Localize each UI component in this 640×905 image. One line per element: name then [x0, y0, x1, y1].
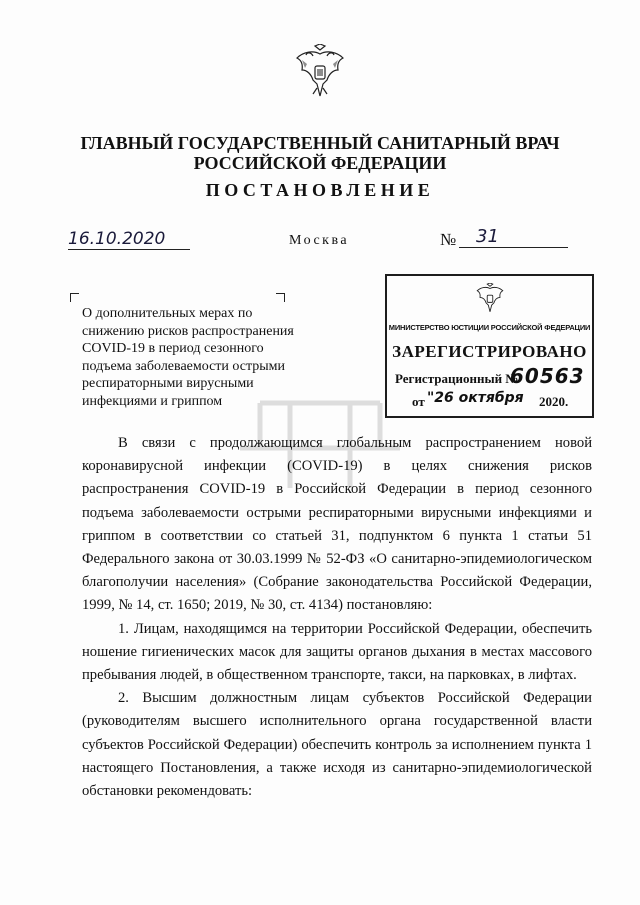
stamp-reg-number: 60563	[510, 364, 585, 388]
stamp-reg-date: "26 октября	[427, 390, 524, 406]
body-paragraph-item-1: 1. Лицам, находящимся на территории Российской Федерации, обеспечить ношение гигиенических масок для защиты органов дыхания в местах массового пребывания людей, в общественном транспорте, такси, на парковках, в лифтах.	[82, 620, 592, 684]
stamp-status: ЗАРЕГИСТРИРОВАНО	[392, 342, 587, 361]
document-number-line	[459, 247, 568, 248]
subject-corner-right	[276, 293, 285, 302]
subject-corner-left	[70, 293, 79, 302]
stamp-ministry: МИНИСТЕРСТВО ЮСТИЦИИ РОССИЙСКОЙ ФЕДЕРАЦИИ	[388, 323, 591, 332]
document-type: ПОСТАНОВЛЕНИЕ	[205, 180, 435, 200]
stamp-reg-year: 2020.	[539, 394, 569, 409]
authority-title-country: РОССИЙСКОЙ ФЕДЕРАЦИИ	[193, 153, 447, 173]
authority-title: ГЛАВНЫЙ ГОСУДАРСТВЕННЫЙ САНИТАРНЫЙ ВРАЧ	[80, 133, 560, 153]
stamp-reg-label: Регистрационный №	[395, 371, 519, 386]
document-city: Москва	[289, 233, 350, 248]
stamp-from-label: от	[412, 394, 425, 409]
stamp-coat-of-arms-icon	[475, 283, 505, 314]
body-paragraph-item-2: 2. Высшим должностным лицам субъектов Российской Федерации (руководителям высшего исполнительного органа государственной власти субъектов Российской Федерации) обеспечить контроль за исполнением пункта 1 настоящего Постановления, а также исходя из санитарно-эпидемиологической обстановки рекомендовать:	[82, 690, 592, 800]
document-number: 31	[476, 226, 499, 247]
document-number-label: №	[440, 230, 457, 249]
document-date: 16.10.2020	[68, 229, 190, 250]
document-subject: О дополнительных мерах по снижению рисков распространения COVID-19 в период сезонного подъема заболеваемости острыми респираторными вирусными инфекциями и гриппом	[82, 306, 294, 409]
body-paragraph-intro: В связи с продолжающимся глобальным распространением новой коронавирусной инфекции (COVID-19) в целях снижения рисков распространения COVID-19 в Российской Федерации в период сезонного подъема заболеваемости острыми респираторными вирусными инфекциями и гриппом в соответствии со статьей 31, подпунктом 6 пункта 1 статьи 51 Федерального закона от 30.03.1999 № 52-ФЗ «О санитарно-эпидемиологическом благополучии населения» (Собрание законодательства Российской Федерации, 1999, № 14, ст. 1650; 2019, № 30, ст. 4134) постановляю:	[82, 435, 592, 614]
document-body	[82, 432, 592, 803]
coat-of-arms-icon	[293, 44, 347, 100]
